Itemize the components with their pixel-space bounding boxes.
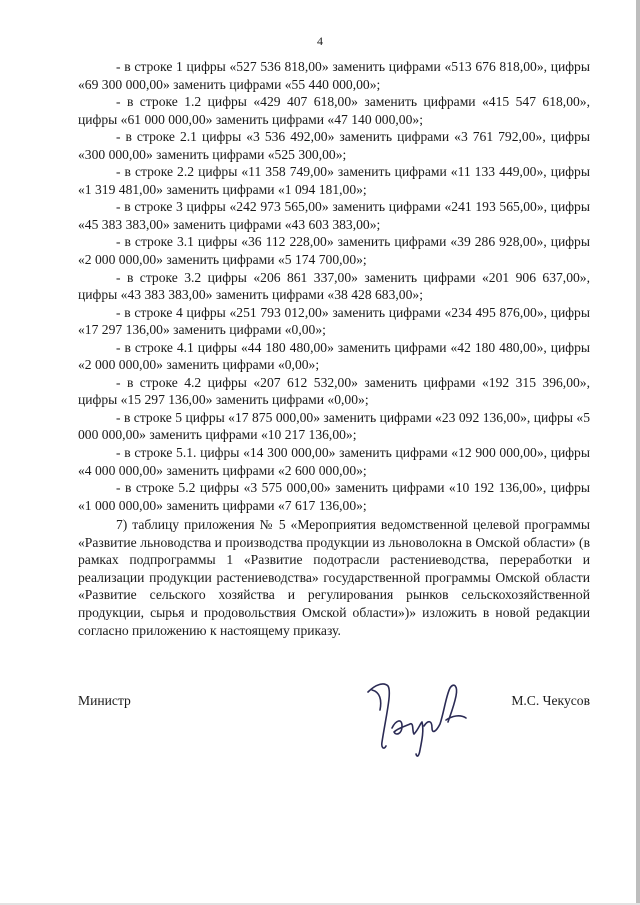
amendment-row-5-2: - в строке 5.2 цифры «3 575 000,00» заменить цифрами «10 192 136,00», цифры «1 000 000,00» заменить цифрами «7 617 136,00»; (78, 480, 590, 513)
amendment-row-3-2: - в строке 3.2 цифры «206 861 337,00» заменить цифрами «201 906 637,00», цифры «43 383 383,00» заменить цифрами «38 428 683,00»; (78, 269, 590, 303)
amendment-row-1-2: - в строке 1.2 цифры «429 407 618,00» заменить цифрами «415 547 618,00», цифры «61 000 000,00» заменить цифрами «47 140 000,00»; (78, 94, 590, 127)
amendment-row-2-1: - в строке 2.1 цифры «3 536 492,00» заменить цифрами «3 761 792,00», цифры «300 000,00» заменить цифрами «525 300,00»; (78, 129, 590, 162)
amendment-row-3: - в строке 3 цифры «242 973 565,00» заменить цифрами «241 193 565,00», цифры «45 383 383,00» заменить цифрами «43 603 383,00»; (78, 199, 590, 232)
amendment-row-4-2: - в строке 4.2 цифры «207 612 532,00» заменить цифрами «192 315 396,00», цифры «15 297 136,00» заменить цифрами «0,00»; (78, 374, 590, 408)
signatory-title: Министр (78, 693, 131, 708)
amendment-row-1: - в строке 1 цифры «527 536 818,00» заменить цифрами «513 676 818,00», цифры «69 300 000,00» заменить цифрами «55 440 000,00»; (78, 59, 590, 92)
appendix-paragraph: 7) таблицу приложения № 5 «Мероприятия ведомственной целевой программы «Развитие льноводства и производства продукции из льноволокна в Омской области» (в рамках подпрограммы 1 «Развитие подотрасли растениеводства, переработки и реализации продукции растениеводства» государственной программы Омской области «Развитие сельского хозяйства и регулирования рынков сельскохозяйственной продукции, сырья и продовольствия Омской области»)» изложить в новой редакции согласно приложению к настоящему приказу. (78, 517, 590, 638)
scan-edge-right (636, 0, 640, 905)
amendment-row-4-1: - в строке 4.1 цифры «44 180 480,00» заменить цифрами «42 180 480,00», цифры «2 000 000,00» заменить цифрами «0,00»; (78, 339, 590, 373)
page-number: 4 (317, 34, 323, 48)
amendment-row-3-1: - в строке 3.1 цифры «36 112 228,00» заменить цифрами «39 286 928,00», цифры «2 000 000,00» заменить цифрами «5 174 700,00»; (78, 234, 590, 268)
amendment-row-5: - в строке 5 цифры «17 875 000,00» заменить цифрами «23 092 136,00», цифры «5 000 000,00» заменить цифрами «10 217 136,00»; (78, 409, 590, 443)
document-body (78, 58, 590, 639)
amendment-row-2-2: - в строке 2.2 цифры «11 358 749,00» заменить цифрами «11 133 449,00», цифры «1 319 481,00» заменить цифрами «1 094 181,00»; (78, 164, 590, 197)
amendment-row-5-1: - в строке 5.1. цифры «14 300 000,00» заменить цифрами «12 900 000,00», цифры «4 000 000,00» заменить цифрами «2 600 000,00»; (78, 445, 590, 478)
handwritten-signature (362, 670, 470, 760)
amendment-row-4: - в строке 4 цифры «251 793 012,00» заменить цифрами «234 495 876,00», цифры «17 297 136,00» заменить цифрами «0,00»; (78, 304, 590, 338)
signatory-name: М.С. Чекусов (511, 693, 590, 708)
